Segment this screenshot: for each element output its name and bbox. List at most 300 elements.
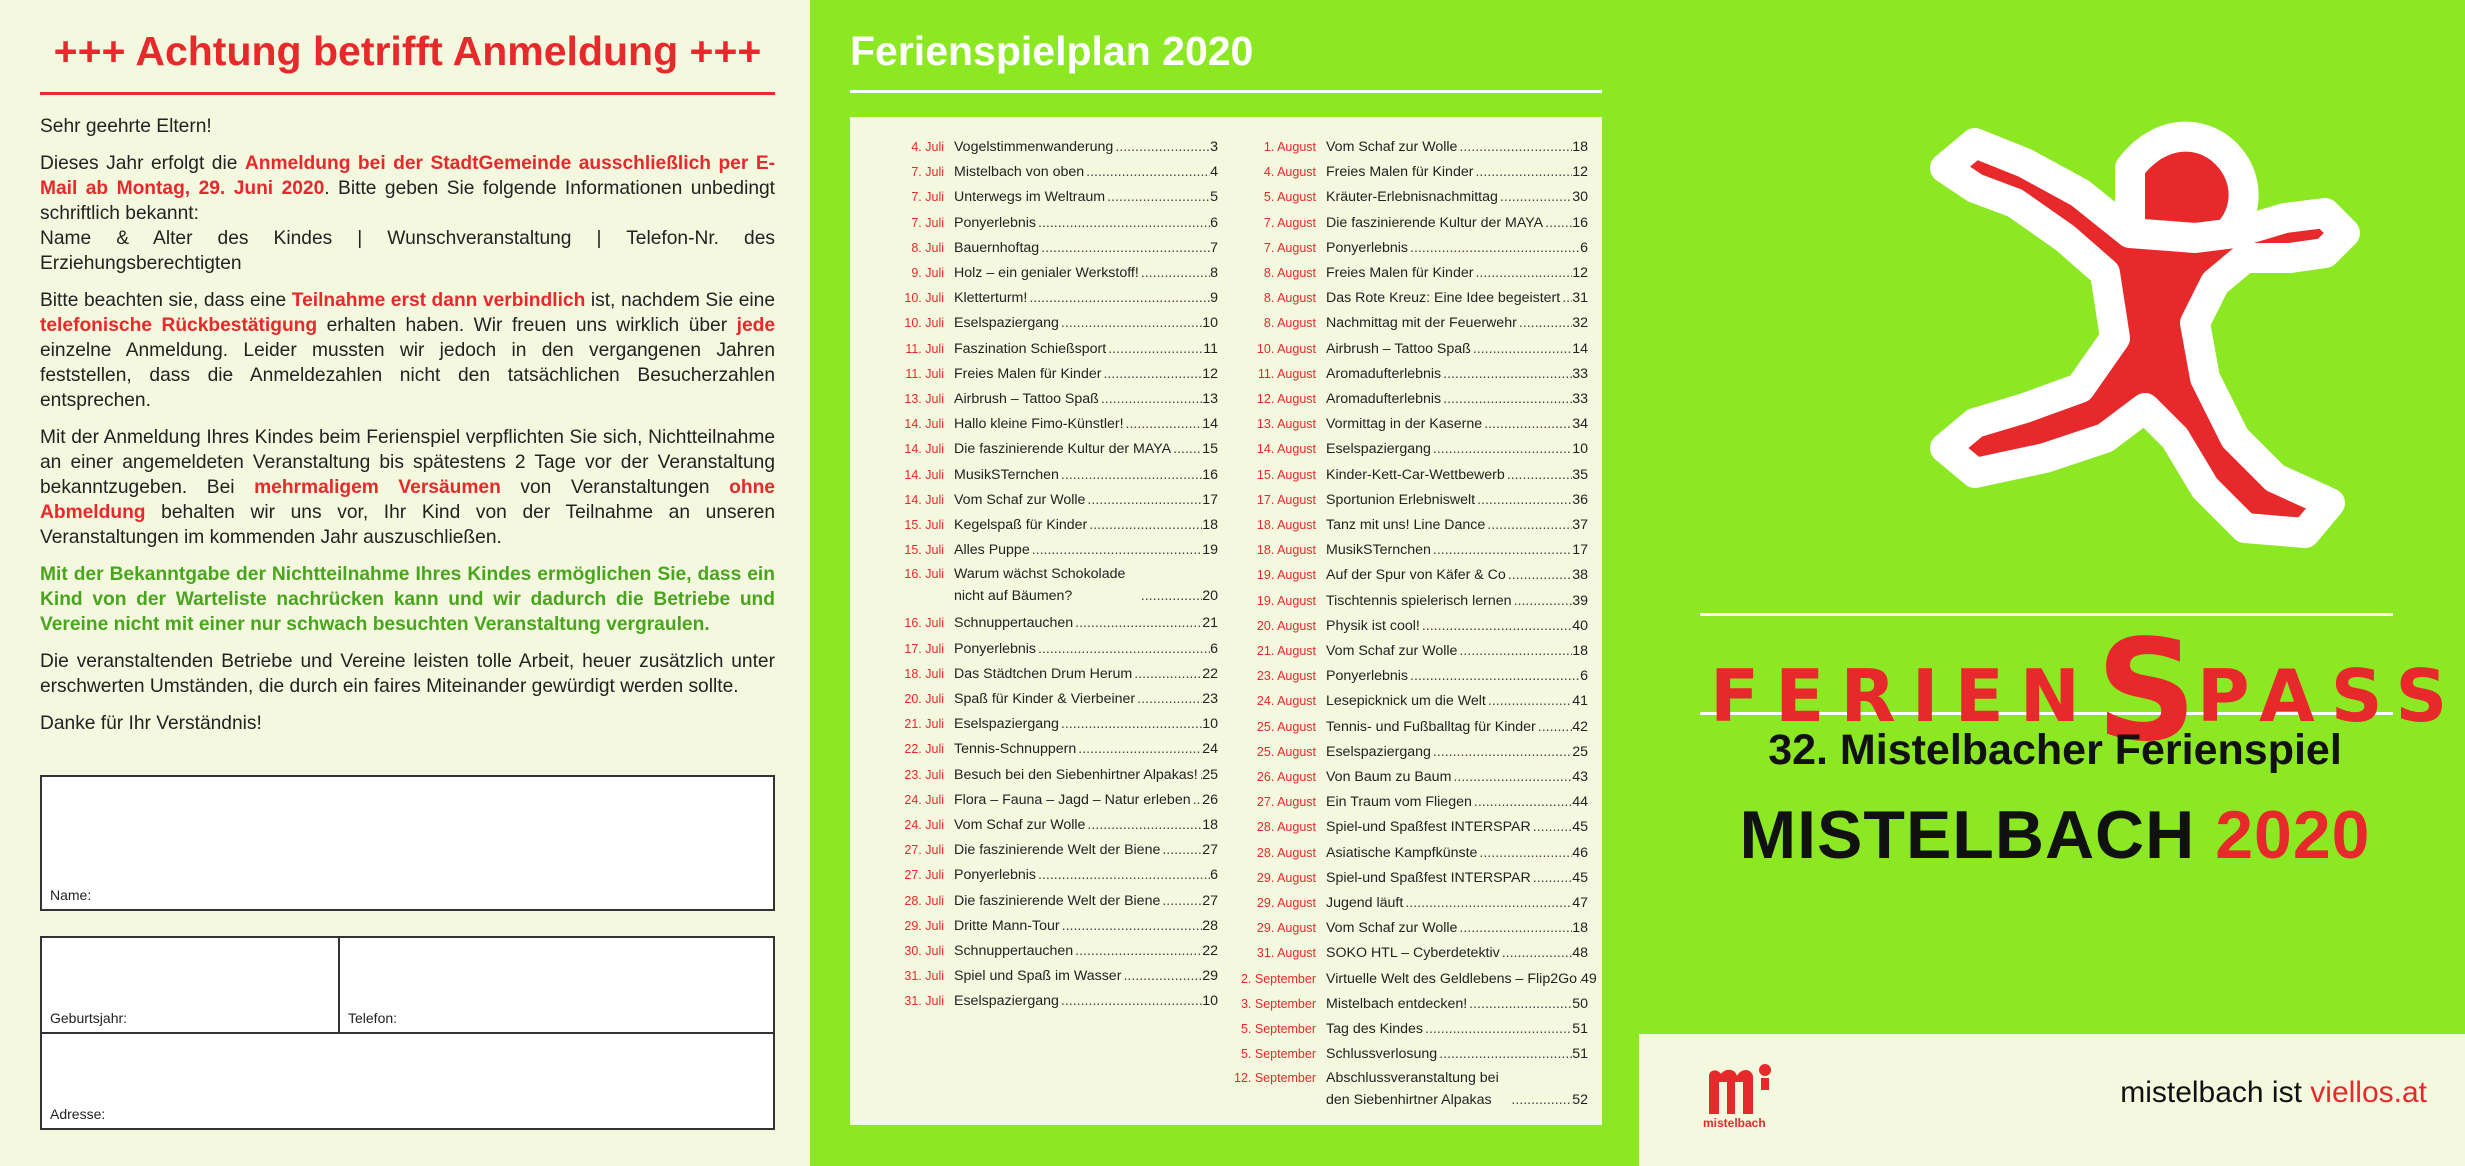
address-field[interactable] [42,1034,773,1128]
text-run: . Bitte geben Sie folgende Informationen unbedingt schriftlich bekannt: [40,178,776,224]
leader-dots [1457,135,1572,159]
event-date: 24. Juli [904,792,944,807]
event-date: 8. August [1263,316,1316,331]
website-link[interactable]: viellos.at [2310,1076,2427,1109]
schedule-row [1228,941,1588,965]
event-entry [1326,740,1588,764]
mistelbach-m-logo [1705,1060,1777,1116]
leader-dots [1059,989,1202,1013]
schedule-row [856,939,1218,963]
event-date: 11. Juli [905,366,944,381]
schedule-row [1228,664,1588,688]
event-title: Sportunion Erlebniswelt [1326,491,1476,508]
event-entry [1326,664,1588,688]
leader-dots [1059,463,1202,487]
event-title: Spiel-und Spaßfest INTERSPAR [1326,869,1531,886]
event-page: 21 [1202,615,1218,632]
schedule-row [1228,967,1597,991]
text-run: Mit der Anmeldung Ihres Kindes beim Ferienspiel verpflichten Sie sich, Nichtteilnahme an einer angemeldeten Veranstaltung bis spätestens 2 Tage vor der Veranstaltung bekanntzugeben. Bei [40,427,775,498]
event-entry [954,211,1218,235]
event-page: 30 [1572,189,1588,206]
schedule-row [856,964,1218,988]
leader-dots [1473,261,1572,285]
schedule-row [856,412,1218,436]
event-date: 18. August [1256,518,1316,532]
event-date: 7. August [1263,215,1316,230]
schedule-row [856,737,1218,761]
event-entry [954,889,1218,913]
leader-dots [1457,916,1572,940]
event-entry [954,463,1218,487]
event-entry [1326,614,1588,638]
event-entry [954,488,1218,512]
event-title: Kinder-Kett-Car-Wettbewerb [1326,466,1505,483]
event-date: 18. August [1256,543,1316,558]
leader-dots [1441,387,1572,411]
schedule-row [1228,513,1588,537]
event-title: Schlussverlosung [1326,1046,1438,1063]
schedule-row [1228,841,1588,865]
event-title: Alles Puppe [954,542,1030,559]
event-date: 15. August [1256,467,1316,482]
event-entry [954,838,1218,862]
event-page: 12 [1202,365,1218,382]
leader-dots [1099,387,1202,411]
event-entry [954,261,1218,285]
notice-paragraph-4: Mit der Bekanntgabe der Nichtteilnahme Ihres Kindes ermöglichen Sie, dass ein Kind von der Warteliste nachrücken kann und wir dadurch die Betriebe und Vereine nicht mit einer nur schwach besuchten Veranstaltung vergraulen. [40,564,775,635]
event-entry [954,687,1218,711]
event-entry [954,236,1218,260]
event-title: Eselspaziergang [1326,441,1431,458]
event-page: 48 [1572,945,1588,962]
event-entry [1326,337,1588,361]
event-date: 8. August [1263,291,1316,306]
event-title: Schnuppertauchen [954,943,1074,959]
leader-dots [1039,236,1210,260]
leader-dots [1036,863,1210,887]
schedule-row [1228,488,1588,512]
event-title: Jugend läuft [1326,895,1404,911]
event-entry [954,863,1218,887]
event-date: 4. Juli [911,140,944,154]
event-title: Auf der Spur von Käfer & Co [1326,567,1506,584]
leader-dots [1509,1089,1572,1111]
event-entry [954,964,1218,988]
schedule-row [1228,387,1588,411]
event-page: 18 [1202,517,1218,533]
event-page: 25 [1572,743,1588,760]
event-page: 24 [1202,741,1218,758]
name-field[interactable] [40,775,775,911]
event-title: SOKO HTL – Cyberdetektiv [1326,945,1500,962]
event-entry [1326,916,1588,940]
event-page: 37 [1572,517,1588,533]
event-entry [1326,715,1588,739]
event-entry [954,637,1218,661]
schedule-row [856,488,1218,512]
leader-dots [1408,664,1580,688]
event-title: Ponyerlebnis [1326,668,1409,685]
schedule-row [856,863,1218,887]
event-entry [954,337,1218,361]
event-date: 29. Juli [904,918,944,933]
leader-dots [1512,589,1573,613]
event-page: 28 [1202,917,1218,934]
schedule-row [1228,311,1588,335]
event-date: 28. August [1256,820,1316,835]
event-page: 19 [1202,542,1218,559]
schedule-row [856,311,1218,335]
event-title: Die faszinierende Kultur der MAYA [1326,214,1544,231]
event-title: Physik ist cool! [1326,617,1420,634]
event-page: 34 [1572,416,1588,433]
event-title: Kegelspaß für Kinder [954,517,1088,533]
leader-dots [1498,185,1572,209]
event-page: 15 [1202,441,1218,458]
highlight-no-cancel: ohne Abmeldung [40,477,775,523]
event-date: 4. August [1263,165,1316,180]
event-date: 14. Juli [904,492,944,507]
event-title: Mistelbach von oben [954,164,1085,181]
notice-title: +++ Achtung betrifft Anmeldung +++ [53,28,762,74]
leader-dots [1543,211,1572,235]
notice-paragraph-1 [40,151,775,276]
schedule-row [1228,463,1588,487]
event-title: Schnuppertauchen [954,615,1074,632]
schedule-row [856,889,1218,913]
event-entry [1326,841,1588,865]
schedule-row [856,513,1218,537]
schedule-row [1228,1017,1588,1041]
event-entry [954,135,1218,159]
details-form [40,936,775,1130]
event-date: 20. Juli [904,692,944,706]
schedule-row [856,337,1218,361]
event-page: 51 [1572,1046,1588,1063]
event-date: 1. August [1263,140,1316,154]
event-date: 5. August [1263,190,1316,205]
leader-dots [1560,286,1572,310]
event-date: 13. Juli [904,392,944,406]
schedule-divider [850,90,1602,93]
leader-dots [1105,185,1210,209]
event-title: Eselspaziergang [954,315,1059,332]
event-date: 27. Juli [904,868,944,883]
schedule-row [856,261,1218,285]
event-date: 31. August [1256,946,1316,961]
schedule-row [856,160,1218,184]
event-date: 10. Juli [904,316,944,331]
event-title: Freies Malen für Kinder [1326,164,1474,181]
leader-dots [1485,513,1572,537]
leader-dots [1139,585,1202,607]
event-title: Vom Schaf zur Wolle [954,491,1086,508]
event-page: 45 [1572,869,1588,886]
event-page: 52 [1572,1092,1588,1109]
event-date: 12. September [1234,1071,1316,1086]
event-title: Das Rote Kreuz: Eine Idee begeistert [1326,290,1561,307]
event-date: 10. Juli [904,291,944,306]
event-page: 40 [1572,617,1588,634]
event-date: 16. Juli [904,616,944,631]
schedule-row [856,838,1218,862]
text-run: von Veranstaltungen [500,477,730,498]
event-page: 9 [1210,290,1218,307]
event-date: 21. Juli [904,717,944,732]
schedule-row [856,463,1218,487]
event-date: 25. August [1256,744,1316,759]
highlight-every: jede [736,315,776,336]
event-entry [954,914,1218,938]
schedule-row [1228,916,1588,940]
event-page: 26 [1202,791,1218,808]
schedule-row [856,637,1218,661]
event-page: 5 [1210,189,1218,206]
event-title: Kletterturm! [954,290,1028,307]
highlight-registration: Anmeldung bei der StadtGemeinde ausschließlich per E-Mail ab Montag, 29. Juni 2020 [40,153,776,199]
schedule-row [856,914,1218,938]
event-title: MusikSTernchen [1326,542,1431,559]
leader-dots [1500,941,1572,965]
event-date: 5. September [1240,1022,1316,1036]
phone-field[interactable] [340,938,773,1032]
leader-dots [1084,160,1210,184]
event-date: 13. August [1256,417,1316,432]
event-entry [1326,261,1588,285]
schedule-title: Ferienspielplan 2020 [850,28,1254,74]
leader-dots [1441,362,1572,386]
event-entry [1326,311,1588,335]
event-title: Aromadufterlebnis [1326,365,1442,382]
event-title: Asiatische Kampfkünste [1326,844,1478,861]
event-date: 14. August [1256,442,1316,457]
event-page: 22 [1202,665,1218,682]
event-entry [1326,866,1588,890]
event-date: 31. Juli [904,994,944,1009]
event-title: Das Städtchen Drum Herum [954,665,1133,682]
schedule-row [1228,589,1588,613]
event-title: Spiel und Spaß im Wasser [954,968,1122,985]
leader-dots [1030,538,1203,562]
event-date: 14. Juli [904,467,944,482]
event-date: 30. Juli [904,944,944,958]
event-title: Vom Schaf zur Wolle [954,817,1086,833]
required-info: Name & Alter des Kindes | Wunschveranstaltung | Telefon-Nr. des Erziehungsberechtigten [40,228,775,274]
leader-dots [1113,135,1210,159]
leader-dots [1408,236,1580,260]
event-title: Vom Schaf zur Wolle [1326,139,1458,155]
event-entry [1326,488,1588,512]
event-entry [1326,563,1588,587]
event-page: 10 [1202,993,1218,1010]
event-page: 6 [1580,668,1588,685]
leader-dots [1477,841,1572,865]
event-date: 15. Juli [904,543,944,558]
schedule-table [850,117,1602,1125]
event-date: 27. Juli [904,843,944,858]
birthyear-label: Geburtsjahr: [50,1010,128,1026]
event-entry [1326,1017,1588,1041]
schedule-row [856,538,1218,562]
leader-dots [1171,437,1202,461]
leader-dots [1059,712,1202,736]
event-page: 17 [1202,491,1218,508]
event-date: 31. Juli [904,969,944,984]
event-title: Eselspaziergang [1326,743,1431,760]
event-title: Warum wächst Schokolade nicht auf Bäumen? [954,566,1126,605]
event-entry [1326,185,1588,209]
event-entry [1326,538,1588,562]
schedule-row [1228,1042,1588,1066]
leader-dots [1437,1042,1572,1066]
event-date: 2. September [1240,971,1316,986]
event-date: 29. August [1256,870,1316,885]
event-entry [954,311,1218,335]
leader-dots [1467,992,1572,1016]
schedule-row [1228,639,1588,663]
event-page: 4 [1210,164,1218,181]
leader-dots [1486,689,1572,713]
leader-dots [1531,815,1572,839]
event-title: Tischtennis spielerisch lernen [1326,592,1512,609]
event-date: 28. August [1256,845,1316,860]
schedule-row [1228,765,1588,789]
event-page: 33 [1572,391,1588,407]
highlight-confirmation: telefonische Rückbestätigung [40,315,318,336]
birthyear-field[interactable] [42,938,338,1032]
event-title: Unterwegs im Weltraum [954,189,1106,206]
event-page: 20 [1202,588,1218,605]
event-page: 49 [1581,970,1597,987]
event-date: 7. Juli [911,190,944,205]
event-page: 27 [1202,842,1218,859]
schedule-row [1228,412,1588,436]
event-date: 5. September [1240,1047,1316,1062]
schedule-row [1228,563,1588,587]
event-entry [1326,1042,1588,1066]
event-entry [954,513,1218,537]
schedule-row [1228,160,1588,184]
notice-paragraph-2 [40,288,775,413]
event-title: Airbrush – Tattoo Spaß [1326,340,1471,357]
event-entry [1326,941,1588,965]
event-title: Vogelstimmenwanderung [954,139,1114,155]
event-page: 18 [1572,920,1588,937]
event-page: 41 [1572,693,1588,710]
event-title: Nachmittag mit der Feuerwehr [1326,315,1517,332]
wordmark-pass: PASS [2196,654,2464,738]
event-title: Tag des Kindes [1326,1021,1424,1037]
event-title: Tanz mit uns! Line Dance [1326,517,1486,533]
notice-paragraph-6: Danke für Ihr Verständnis! [40,713,262,734]
event-date: 23. Juli [904,767,944,782]
event-title: Airbrush – Tattoo Spaß [954,391,1099,407]
event-entry [954,939,1218,963]
leader-dots [1132,662,1202,686]
event-date: 29. August [1256,896,1316,910]
event-entry [954,737,1218,761]
event-date: 15. Juli [904,518,944,532]
schedule-row [856,286,1218,310]
leader-dots [1471,337,1572,361]
event-date: 12. August [1256,392,1316,406]
leader-dots [1073,611,1202,635]
event-subtitle: 32. Mistelbacher Ferienspiel [1768,726,2342,774]
text-run: ist, nachdem Sie eine [585,290,775,311]
schedule-row [856,563,1218,609]
text-run: Bitte beachten sie, dass eine [40,290,292,311]
event-date: 24. August [1256,694,1316,709]
schedule-row [856,236,1218,260]
event-entry [1326,513,1588,537]
event-year: 2020 [2215,797,2371,873]
schedule-row [856,362,1218,386]
event-title: Vom Schaf zur Wolle [1326,643,1458,659]
leader-dots [1027,286,1210,310]
event-page: 7 [1210,239,1218,256]
event-date: 8. August [1263,266,1316,280]
leader-dots [1423,1017,1572,1041]
schedule-row [856,387,1218,411]
mistelbach-logo-text: mistelbach [1703,1116,1766,1130]
event-entry [954,412,1218,436]
schedule-row [1228,135,1588,159]
schedule-row [1228,689,1588,713]
event-date: 19. August [1256,593,1316,608]
schedule-row [856,211,1218,235]
schedule-row [856,185,1218,209]
event-page: 42 [1572,718,1588,735]
event-page: 36 [1572,491,1588,508]
event-date: 25. August [1256,719,1316,734]
leader-dots [1475,488,1572,512]
schedule-row [856,763,1218,787]
schedule-row [856,662,1218,686]
event-entry [1326,639,1588,663]
event-date: 18. Juli [904,666,944,681]
event-page: 13 [1202,391,1218,407]
text-run: behalten wir uns vor, Ihr Kind von der Teilnahme an unseren Veranstaltungen im kommenden Jahr auszuschließen. [40,502,775,548]
event-entry [1326,236,1588,260]
event-entry [954,989,1218,1013]
event-page: 25 [1202,766,1218,783]
event-page: 12 [1572,265,1588,281]
event-date: 27. August [1256,795,1316,810]
event-page: 29 [1202,968,1218,985]
footer-bar [1639,1034,2465,1166]
event-page: 47 [1572,895,1588,911]
leader-dots [1160,838,1202,862]
schedule-row [1228,286,1588,310]
event-entry [954,160,1218,184]
event-entry [954,712,1218,736]
leader-dots [1076,737,1202,761]
highlight-binding: Teilnahme erst dann verbindlich [291,290,586,311]
event-title: Die faszinierende Welt der Biene [954,842,1161,859]
schedule-row [1228,185,1588,209]
event-date: 8. Juli [911,240,944,255]
event-page: 27 [1202,892,1218,909]
address-label: Adresse: [50,1106,106,1122]
leader-dots [1139,261,1210,285]
event-date: 7. Juli [911,215,944,230]
schedule-row [1228,211,1588,235]
event-page: 44 [1572,794,1588,811]
schedule-row [1228,261,1588,285]
event-date: 26. August [1256,770,1316,784]
notice-divider [40,92,775,95]
event-title: Dritte Mann-Tour [954,917,1060,934]
